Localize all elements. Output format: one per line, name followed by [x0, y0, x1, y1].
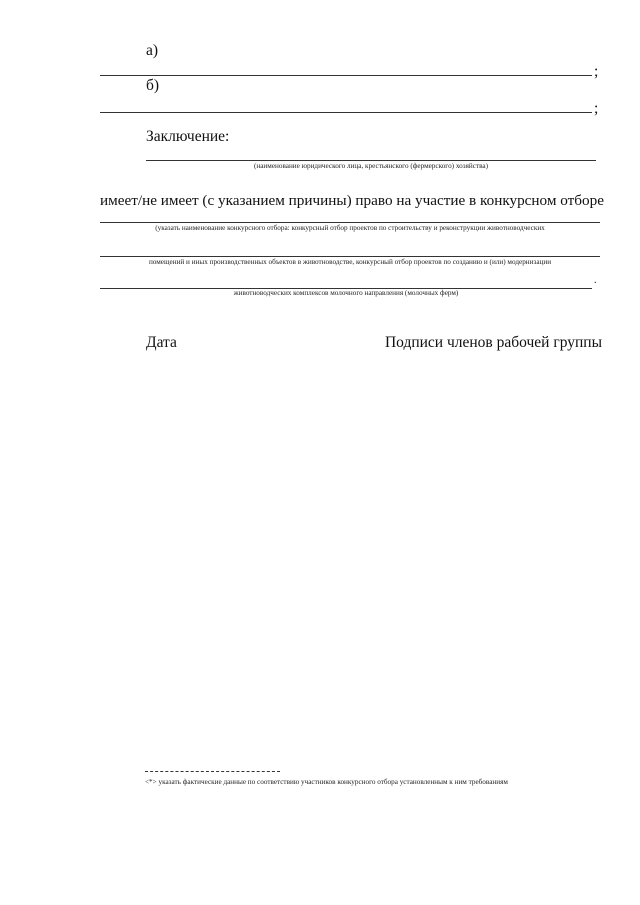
item-b-label: б)	[146, 77, 160, 94]
selection-hint-2: помещений и иных производственных объектов в животноводстве, конкурсный отбор проектов по созданию и (или) модернизации	[148, 258, 552, 266]
item-a-semicolon: ;	[594, 63, 599, 80]
date-label: Дата	[146, 334, 177, 351]
eligibility-statement: имеет/не имеет (с указанием причины) право на участие в конкурсном отборе	[100, 192, 604, 209]
entity-line	[146, 160, 596, 161]
selection-hint-1: (указать наименование конкурсного отбора: конкурсный отбор проектов по строительству и реконструкции животноводческих	[155, 224, 545, 232]
selection-line-2	[100, 256, 600, 257]
item-b-line	[100, 112, 592, 113]
item-a-line	[100, 75, 592, 76]
selection-hint-3: животноводческих комплексов молочного направления (молочных ферм)	[233, 289, 459, 297]
footnote-text: <*> указать фактические данные по соответствию участников конкурсного отбора установленным к ним требованиям	[145, 778, 508, 786]
selection-line-1	[100, 222, 600, 223]
footnote-separator	[145, 771, 280, 772]
selection-period: .	[594, 275, 597, 286]
item-b-semicolon: ;	[594, 100, 599, 117]
entity-hint: (наименование юридического лица, крестьянского (фермерского) хозяйства)	[254, 162, 488, 170]
item-a-label: а)	[146, 42, 159, 59]
signatures-label: Подписи членов рабочей группы	[384, 334, 602, 351]
conclusion-label: Заключение:	[146, 128, 230, 145]
